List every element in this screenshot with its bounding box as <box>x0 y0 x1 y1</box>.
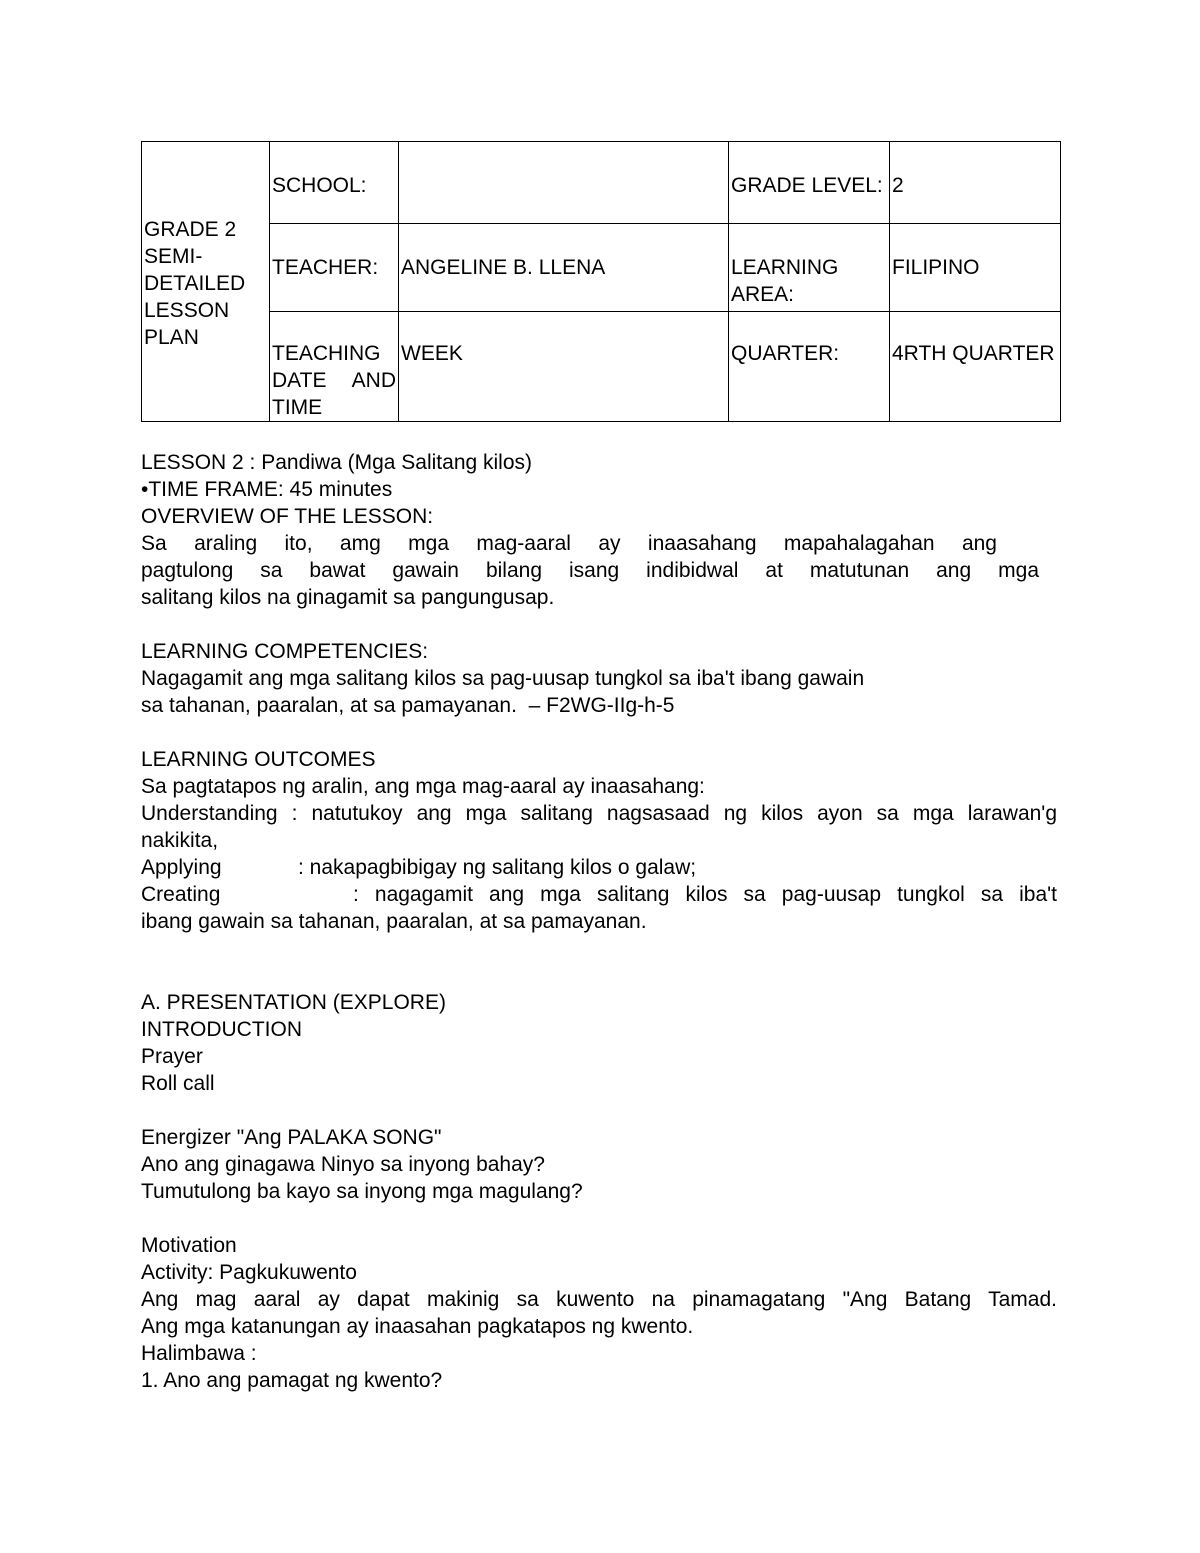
motivation-heading: Motivation <box>141 1234 237 1257</box>
plan-title-cell <box>142 142 270 422</box>
lesson-plan-header-table <box>141 141 1061 422</box>
school-value <box>399 142 729 224</box>
energizer: Energizer "Ang PALAKA SONG" <box>141 1126 442 1149</box>
learning-area-value: FILIPINO <box>890 224 1061 312</box>
school-label: SCHOOL: <box>270 142 399 224</box>
question-1: Ano ang ginagawa Ninyo sa inyong bahay? <box>141 1153 545 1176</box>
competencies-heading: LEARNING COMPETENCIES: <box>141 640 429 663</box>
applying-label: Applying <box>141 856 222 879</box>
outcomes-heading: LEARNING OUTCOMES <box>141 748 376 771</box>
overview-line-2: pagtulong sa bawat gawain bilang isang indibidwal at matutunan ang mga <box>141 559 1039 582</box>
introduction-heading: INTRODUCTION <box>141 1018 302 1041</box>
overview-line-1: Sa araling ito, amg mga mag-aaral ay inaasahang mapahalagahan ang <box>141 532 997 555</box>
understanding-line-1: Understanding : natutukoy ang mga salitang nagsasaad ng kilos ayon sa mga larawan'g <box>141 802 1057 825</box>
creating-line-2: ibang gawain sa tahanan, paaralan, at sa pamayanan. <box>141 910 647 933</box>
plan-title: GRADE 2 SEMI-DETAILED LESSON PLAN <box>144 218 246 349</box>
teacher-value: ANGELINE B. LLENA <box>399 224 729 312</box>
creating-label: Creating <box>141 883 221 906</box>
grade-level-label: GRADE LEVEL: <box>729 142 890 224</box>
activity: Activity: Pagkukuwento <box>141 1261 357 1284</box>
question-2: Tumutulong ba kayo sa inyong mga magulang? <box>141 1180 583 1203</box>
story-line-2: Ang mga katanungan ay inaasahan pagkatapos ng kwento. <box>141 1315 694 1338</box>
halimbawa: Halimbawa : <box>141 1342 257 1365</box>
overview-line-3: salitang kilos na ginagamit sa pangungusap. <box>141 586 555 609</box>
story-line-1: Ang mag aaral ay dapat makinig sa kuwento na pinamagatang "Ang Batang Tamad. <box>141 1288 1057 1311</box>
creating-text: : nagagamit ang mga salitang kilos sa pag-uusap tungkol sa iba't <box>353 883 1057 906</box>
prayer: Prayer <box>141 1045 203 1068</box>
time-frame: •TIME FRAME: 45 minutes <box>141 478 393 501</box>
competencies-line-2: sa tahanan, paaralan, at sa pamayanan. – F2WG-IIg-h-5 <box>141 694 675 717</box>
creating-line <box>141 881 1057 908</box>
quarter-value: 4RTH QUARTER <box>890 312 1061 422</box>
understanding-line-2: nakikita, <box>141 829 219 852</box>
learning-area-label: LEARNING AREA: <box>729 224 890 312</box>
lesson-body <box>141 449 1057 1394</box>
applying-line <box>141 854 1057 881</box>
teaching-date-label: TEACHING DATE AND TIME <box>270 312 399 422</box>
teaching-date-value: WEEK <box>399 312 729 422</box>
lesson-title: LESSON 2 : Pandiwa (Mga Salitang kilos) <box>141 451 533 474</box>
competencies-line-1: Nagagamit ang mga salitang kilos sa pag-uusap tungkol sa iba't ibang gawain <box>141 667 865 690</box>
outcomes-intro: Sa pagtatapos ng aralin, ang mga mag-aaral ay inaasahang: <box>141 775 705 798</box>
presentation-heading: A. PRESENTATION (EXPLORE) <box>141 991 446 1014</box>
applying-text: : nakapagbibigay ng salitang kilos o galaw; <box>298 856 697 879</box>
example-1: 1. Ano ang pamagat ng kwento? <box>141 1369 443 1392</box>
quarter-label: QUARTER: <box>729 312 890 422</box>
teacher-label: TEACHER: <box>270 224 399 312</box>
overview-heading: OVERVIEW OF THE LESSON: <box>141 505 434 528</box>
grade-level-value: 2 <box>890 142 1061 224</box>
roll-call: Roll call <box>141 1072 215 1095</box>
